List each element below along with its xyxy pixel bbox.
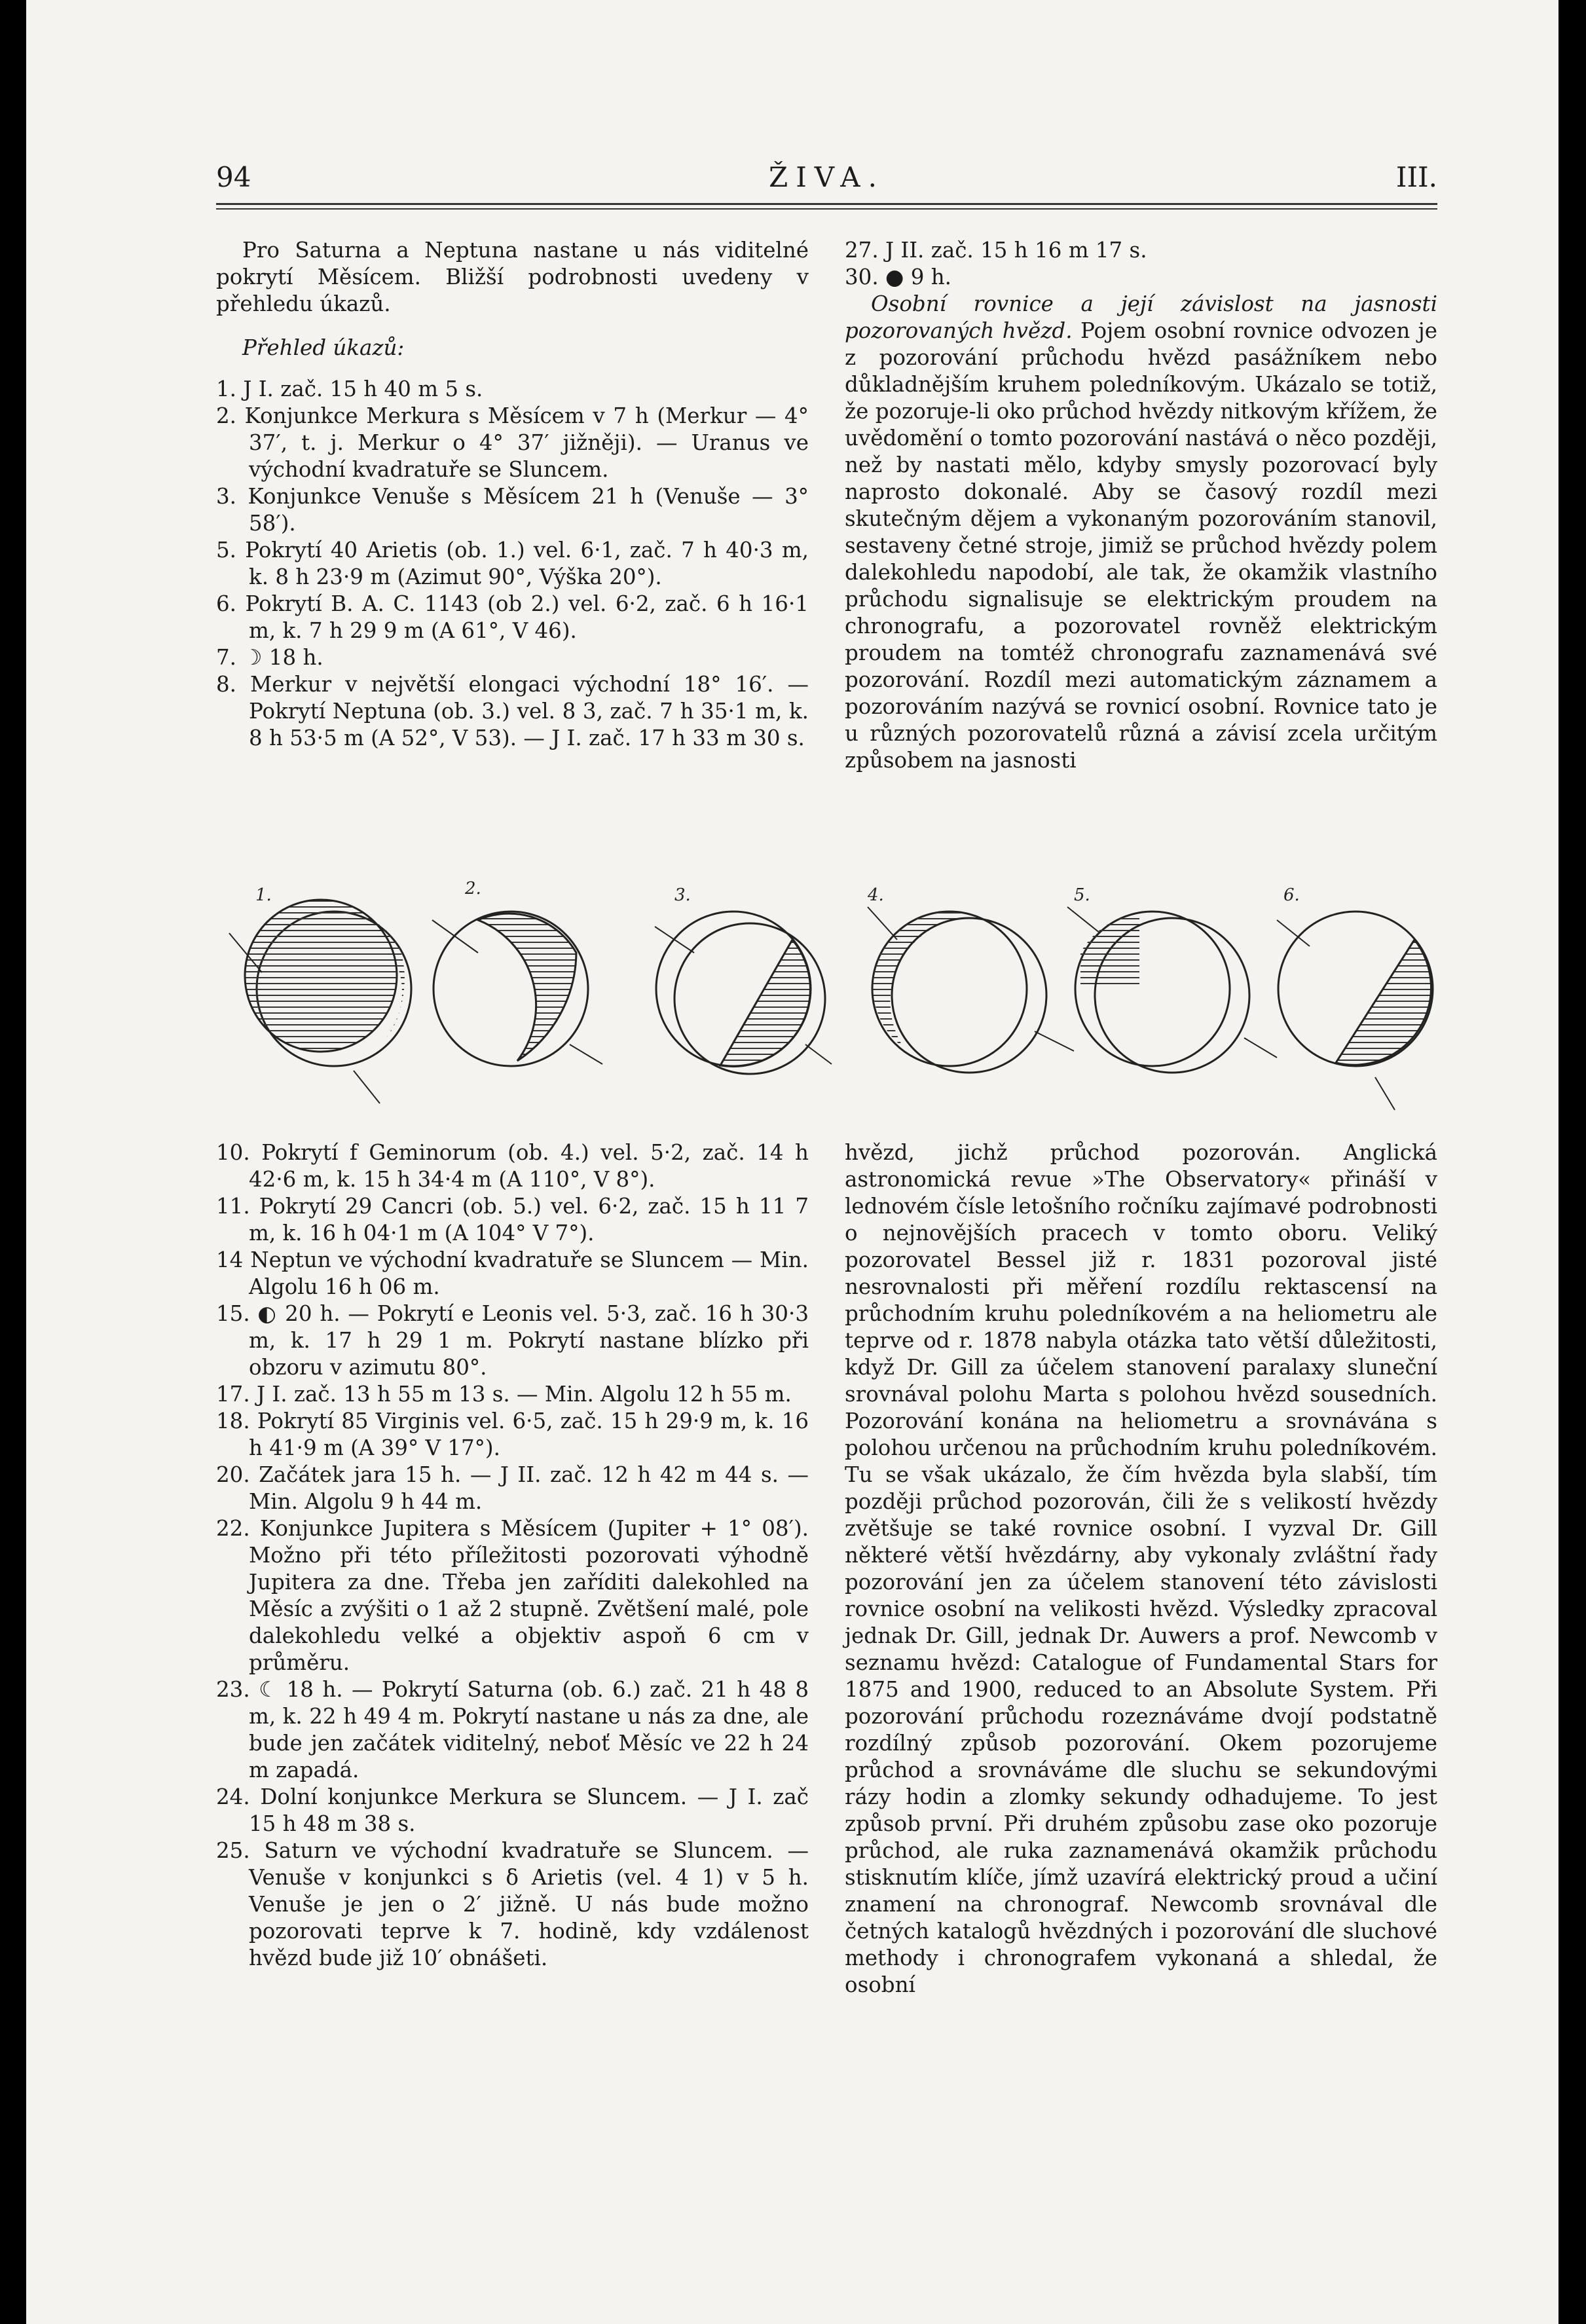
event-item: 7. ☽ 18 h. — [216, 645, 323, 670]
event-item: 27. J II. zač. 15 h 16 m 17 s. — [845, 238, 1147, 263]
diagram-2 — [432, 881, 602, 1066]
event-item: 5. Pokrytí 40 Arietis (ob. 1.) vel. 6·1, zač. 7 h 40·3 m, k. 8 h 23·9 m (Azimut 90°, Výška 20°). — [216, 538, 809, 589]
bottom-left-column — [216, 1139, 809, 1972]
diagram-3 — [655, 885, 832, 1074]
article-text: Pojem osobní rovnice odvozen je z pozorování průchodu hvězd pasážníkem nebo důkladnějším kruhem poledníkovým. Ukázalo se totiž, že pozoruje-li oko průchod hvězdy nitkovým křížem, že uvědomění o tomto pozorování nastává o něco později, než by nastati mělo, kdyby smysly pozorovací byly naprosto dokonalé. Aby se časový rozdíl mezi skutečným dějem a vykonaným pozorováním stanovil, sestaveny četné stroje, jimiž se průchod hvězdy polem dalekohledu napodobí, ale tak, že okamžik vlastního průchodu signalisuje se elektrickým proudem na chronografu, a pozorovatel rovněž elektrickým proudem na tomtéž chronografu zaznamenává své pozorování. Rozdíl mezi automatickým záznamem a pozorováním nazývá se rovnicí osobní. Rovnice tato je u různých pozorovatelů různá a závisí zcela určitým způsobem na jasnosti — [845, 318, 1437, 773]
diagram-label: 3. — [674, 885, 691, 905]
event-item: 17. J I. zač. 13 h 55 m 13 s. — Min. Algolu 12 h 55 m. — [216, 1382, 792, 1407]
event-item: 1. J I. zač. 15 h 40 m 5 s. — [216, 377, 483, 401]
diagram-4 — [867, 885, 1074, 1073]
page — [26, 0, 1558, 2324]
diagram-label: 1. — [255, 885, 272, 905]
event-item: 8. Merkur v největší elongaci východní 18° 16′. — Pokrytí Neptuna (ob. 3.) vel. 8 3, zač. 7 h 35·1 m, k. 8 h 53·5 m (A 52°, V 53). — J I. zač. 17 h 33 m 30 s. — [216, 672, 809, 750]
event-item: 24. Dolní konjunkce Merkura se Sluncem. — J I. zač 15 h 48 m 38 s. — [216, 1784, 809, 1836]
event-item: 20. Začátek jara 15 h. — J II. zač. 12 h 42 m 44 s. — Min. Algolu 9 h 44 m. — [216, 1462, 809, 1514]
event-item: 15. ◐ 20 h. — Pokrytí e Leonis vel. 5·3, zač. 16 h 30·3 m, k. 17 h 29 1 m. Pokrytí nastane blízko při obzoru v azimutu 80°. — [216, 1301, 809, 1380]
diagram-label: 6. — [1283, 885, 1300, 905]
diagram-label: 4. — [868, 885, 884, 905]
page-number: 94 — [216, 161, 251, 193]
section-title: Osobní rovnice a její závislost na jasnosti pozorovaných hvězd. — [845, 291, 1437, 343]
diagram-5 — [1067, 885, 1277, 1073]
header-rule-2 — [216, 208, 1437, 210]
diagram-label: 5. — [1074, 885, 1090, 905]
article-text: hvězd, jichž průchod pozorován. Anglická astronomická revue »The Observatory« přináší v lednovém čísle letošního ročníku zajímavé podrobnosti o nejnovějších pracech v tomto oboru. Veliký pozorovatel Bessel již r. 1831 pozoroval jisté nesrovnalosti při měření rozdílu rektascensí na průchodním kruhu poledníkovém a na heliometru ale teprve od r. 1878 nabyla otázka tato větší důležitosti, když Dr. Gill za účelem stanovení paralaxy sluneční srovnával polohu Marta s polohou hvězd sousedních. Pozorování konána na heliometru a srovnávána s polohou určenou na průchodním kruhu poledníkovém. Tu se však ukázalo, že čím hvězda byla slabší, tím později průchod pozorován, čili že s velikostí hvězdy zvětšuje se také rovnice osobní. I vyzval Dr. Gill některé větší hvězdárny, aby vykonaly zvláštní řady pozorování jen za účelem stanovení této závislosti rovnice osobní na velikosti hvězd. Výsledky zpracoval jednak Dr. Gill, jednak Dr. Auwers a prof. Newcomb v seznamu hvězd: Catalogue of Fundamental Stars for 1875 and 1900, reduced to an Absolute System. Při pozorování průchodu rozeznáváme dvojí podstatně rozdílný způsob pozorování. Okem pozorujeme průchod a srovnáváme dle sluchu se sekundovými rázy hodin a zlomky sekundy odhadujeme. To jest způsob první. Při druhém způsobu zase oko pozoruje průchod, ale ruka zaznamenává okamžik průchodu stisknutím klíče, jímž uzavírá elektrický proud a učiní znamení na chronograf. Newcomb srovnával dle četných katalogů hvězdných i pozorování dle sluchové methody i chronografem vykonaná a shledal, že osobní — [845, 1140, 1437, 1997]
intro-paragraph: Pro Saturna a Neptuna nastane u nás viditelné pokrytí Měsícem. Bližší podrobnosti uvedeny v přehledu úkazů. — [216, 238, 809, 316]
event-item: 30. ● 9 h. — [845, 265, 951, 289]
event-item: 22. Konjunkce Jupitera s Měsícem (Jupiter + 1° 08′). Možno při této příležitosti pozorovati výhodně Jupitera za dne. Třeba jen zaříditi dalekohled na Měsíc a zvýšiti o 1 až 2 stupně. Zvětšení malé, pole dalekohledu velké a objektiv aspoň 6 cm v průměru. — [216, 1516, 809, 1675]
event-item: 2. Konjunkce Merkura s Měsícem v 7 h (Merkur — 4° 37′, t. j. Merkur o 4° 37′ jižněji). — Uranus ve východní kvadratuře se Sluncem. — [216, 403, 809, 482]
top-right-column — [845, 237, 1437, 774]
top-left-column — [216, 237, 809, 752]
page-header — [216, 161, 1437, 200]
bottom-right-column — [845, 1139, 1437, 1999]
occultation-figure — [223, 881, 1434, 1130]
event-item: 23. ☾ 18 h. — Pokrytí Saturna (ob. 6.) zač. 21 h 48 8 m, k. 22 h 49 4 m. Pokrytí nastane u nás za dne, ale bude jen začátek viditelný, neboť Měsíc ve 22 h 24 m zapadá. — [216, 1677, 809, 1782]
event-item: 14 Neptun ve východní kvadratuře se Sluncem — Min. Algolu 16 h 06 m. — [216, 1247, 809, 1299]
event-item: 11. Pokrytí 29 Cancri (ob. 5.) vel. 6·2, zač. 15 h 11 7 m, k. 16 h 04·1 m (A 104° V 7°). — [216, 1194, 809, 1245]
diagram-6 — [1277, 885, 1433, 1110]
diagram-label: 2. — [465, 881, 481, 898]
journal-title: ŽIVA. — [769, 161, 885, 193]
event-item: 25. Saturn ve východní kvadratuře se Sluncem. — Venuše v konjunkci s δ Arietis (vel. 4 1) v 5 h. Venuše je jen o 2′ jižně. U nás bude možno pozorovati teprve k 7. hodině, kdy vzdálenost hvězd bude již 10′ obnášeti. — [216, 1838, 809, 1970]
volume-number: III. — [1395, 161, 1437, 193]
event-item: 18. Pokrytí 85 Virginis vel. 6·5, zač. 15 h 29·9 m, k. 16 h 41·9 m (A 39° V 17°). — [216, 1409, 809, 1460]
diagram-1 — [229, 885, 411, 1103]
header-rule — [216, 203, 1437, 205]
event-item: 10. Pokrytí f Geminorum (ob. 4.) vel. 5·2, zač. 14 h 42·6 m, k. 15 h 34·4 m (A 110°, V 8°). — [216, 1140, 809, 1192]
event-item: 3. Konjunkce Venuše s Měsícem 21 h (Venuše — 3° 58′). — [216, 484, 809, 536]
event-item: 6. Pokrytí B. A. C. 1143 (ob 2.) vel. 6·2, zač. 6 h 16·1 m, k. 7 h 29 9 m (A 61°, V 46). — [216, 591, 809, 643]
events-heading: Přehled úkazů: — [242, 335, 405, 360]
article-paragraph — [845, 291, 1437, 774]
